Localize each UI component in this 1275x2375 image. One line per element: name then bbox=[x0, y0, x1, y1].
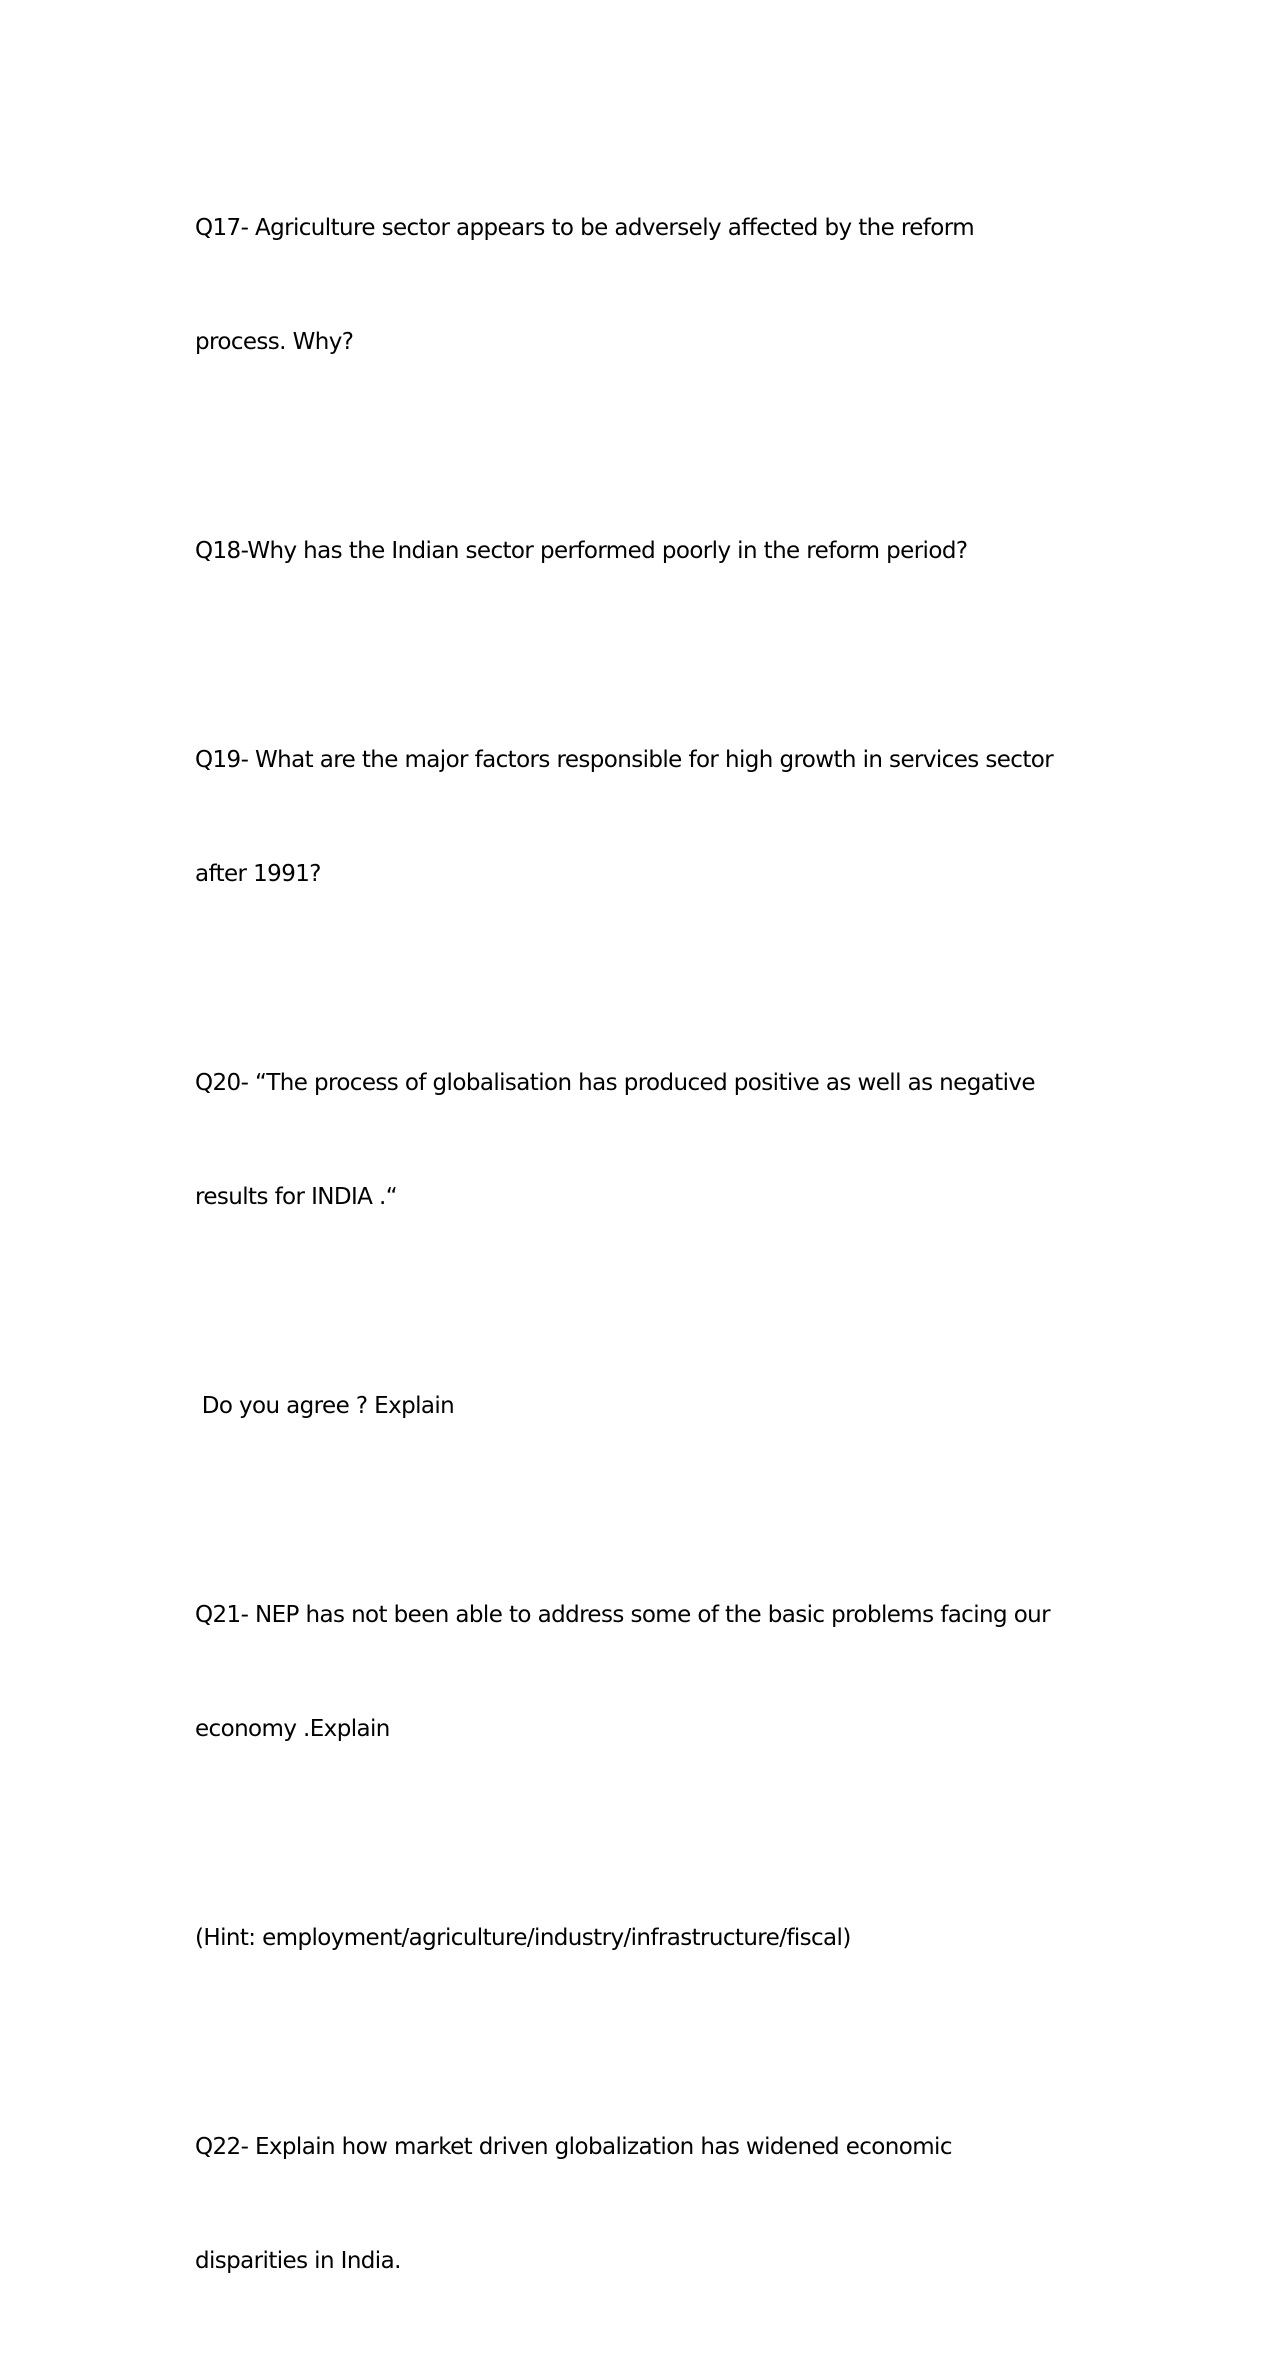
question-line: Q17- Agriculture sector appears to be adversely affected by the reform bbox=[195, 215, 974, 241]
question-line: Q18-Why has the Indian sector performed poorly in the reform period? bbox=[195, 538, 968, 564]
question-line: Do you agree ? Explain bbox=[195, 1393, 455, 1419]
question-q17 bbox=[195, 133, 1095, 437]
question-line: Q21- NEP has not been able to address some of the basic problems facing our bbox=[195, 1602, 1051, 1628]
question-q18 bbox=[195, 456, 1095, 646]
question-line: Q19- What are the major factors responsible for high growth in services sector bbox=[195, 747, 1054, 773]
question-q20-prompt bbox=[195, 1311, 1095, 1501]
question-q22 bbox=[195, 2052, 1095, 2356]
question-q21 bbox=[195, 1520, 1095, 1824]
question-line: economy .Explain bbox=[195, 1716, 390, 1742]
question-line: (Hint: employment/agriculture/industry/infrastructure/fiscal) bbox=[195, 1925, 851, 1951]
question-line: Q22- Explain how market driven globalization has widened economic bbox=[195, 2134, 952, 2160]
question-line: process. Why? bbox=[195, 329, 354, 355]
question-line: after 1991? bbox=[195, 861, 321, 887]
question-line: disparities in India. bbox=[195, 2248, 401, 2274]
question-line: results for INDIA .“ bbox=[195, 1184, 398, 1210]
question-list bbox=[195, 133, 1095, 2375]
question-q19 bbox=[195, 665, 1095, 969]
question-line: Q20- “The process of globalisation has produced positive as well as negative bbox=[195, 1070, 1035, 1096]
question-q20 bbox=[195, 988, 1095, 1292]
question-q21-hint bbox=[195, 1843, 1095, 2033]
